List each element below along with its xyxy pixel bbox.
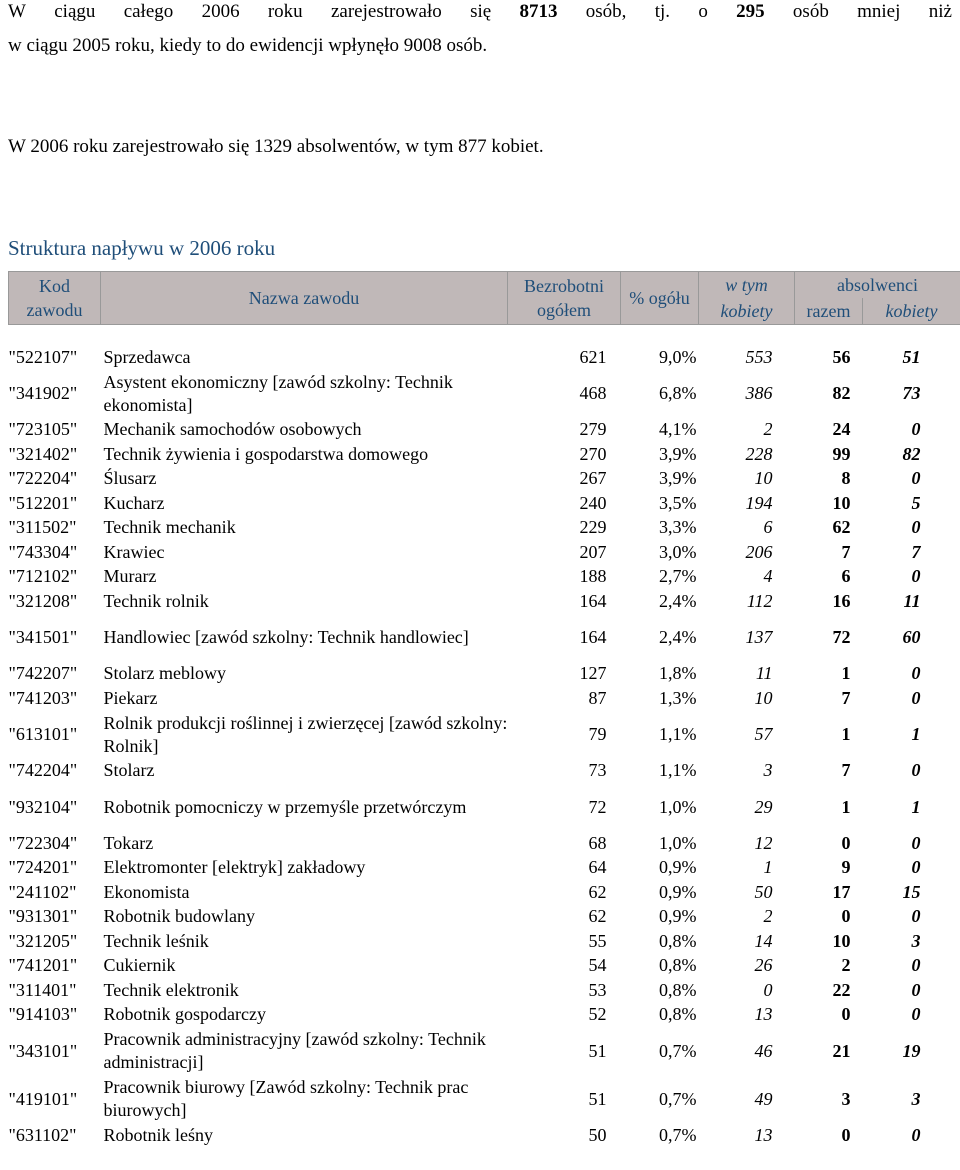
cell-kobiety: 13 — [754, 1124, 773, 1145]
header-kod: Kod zawodu — [9, 272, 101, 325]
cell-ogolem: 240 — [579, 492, 607, 513]
cell-kobiety: 13 — [754, 1004, 773, 1025]
cell-nazwa: Rolnik produkcji roślinnej i zwierzęcej [zawód szkolny: Rolnik] — [103, 712, 508, 756]
cell-kobiety: 0 — [763, 979, 773, 1000]
cell-ogolem: 229 — [579, 517, 607, 538]
cell-ogolem: 279 — [579, 419, 607, 440]
cell-kod: "311502" — [8, 517, 77, 538]
cell-abs-razem: 7 — [841, 541, 851, 562]
cell-ogolem: 62 — [588, 881, 607, 902]
cell-procent: 1,0% — [659, 796, 697, 817]
cell-procent: 0,8% — [659, 1004, 697, 1025]
cell-ogolem: 164 — [579, 590, 607, 611]
cell-abs-razem: 0 — [841, 906, 851, 927]
cell-procent: 2,4% — [659, 627, 697, 647]
cell-abs-kobiety: 0 — [911, 906, 921, 927]
intro-word: niż — [928, 1, 952, 22]
cell-kod: "723105" — [8, 419, 78, 440]
cell-abs-kobiety: 0 — [911, 687, 921, 708]
cell-abs-kobiety: 82 — [902, 443, 921, 464]
cell-abs-razem: 1 — [841, 724, 851, 744]
header-nazwa: Nazwa zawodu — [101, 272, 508, 325]
cell-kod: "343101" — [8, 1040, 78, 1061]
cell-kobiety: 6 — [763, 517, 773, 538]
table-row — [9, 905, 960, 930]
cell-nazwa: Robotnik budowlany — [103, 906, 255, 927]
cell-kobiety: 29 — [754, 796, 773, 817]
cell-procent: 0,9% — [659, 857, 697, 878]
cell-kobiety: 11 — [755, 663, 773, 684]
table-row — [9, 686, 960, 711]
cell-nazwa: Technik rolnik — [103, 590, 209, 611]
intro-line-1 — [8, 0, 952, 24]
cell-kobiety: 206 — [745, 541, 773, 562]
cell-procent: 3,3% — [659, 517, 697, 538]
cell-procent: 1,0% — [659, 832, 697, 853]
cell-procent: 1,1% — [659, 724, 697, 744]
cell-abs-razem: 56 — [832, 346, 851, 367]
table-row — [9, 589, 960, 614]
cell-kobiety: 3 — [763, 760, 773, 781]
intro-word: ciągu — [54, 1, 96, 22]
intro-line-2: w ciągu 2005 roku, kiedy to do ewidencji wpłynęło 9008 osób. — [8, 35, 488, 56]
cell-kobiety: 112 — [746, 590, 773, 611]
table-row — [9, 467, 960, 492]
intro-line-3: W 2006 roku zarejestrowało się 1329 absolwentów, w tym 877 kobiet. — [8, 136, 544, 157]
table-row — [9, 856, 960, 881]
cell-abs-razem: 3 — [841, 1088, 851, 1109]
cell-abs-kobiety: 1 — [911, 796, 921, 817]
table-row — [9, 1123, 960, 1148]
cell-abs-kobiety: 60 — [902, 627, 921, 647]
cell-kobiety: 46 — [754, 1040, 773, 1061]
table-row — [9, 1003, 960, 1028]
cell-kobiety: 12 — [754, 832, 773, 853]
cell-ogolem: 207 — [579, 541, 607, 562]
cell-procent: 0,7% — [659, 1040, 697, 1061]
cell-nazwa: Stolarz meblowy — [103, 663, 226, 684]
cell-kobiety: 2 — [763, 906, 773, 927]
cell-procent: 3,5% — [659, 492, 697, 513]
cell-procent: 0,7% — [659, 1088, 697, 1109]
cell-ogolem: 72 — [588, 796, 607, 817]
cell-kobiety: 228 — [745, 443, 773, 464]
cell-abs-razem: 24 — [832, 419, 851, 440]
cell-ogolem: 55 — [588, 930, 607, 951]
table-row — [9, 540, 960, 565]
cell-kobiety: 1 — [763, 857, 773, 878]
cell-ogolem: 64 — [588, 857, 607, 878]
cell-kod: "914103" — [8, 1004, 78, 1025]
cell-nazwa: Technik żywienia i gospodarstwa domowego — [103, 443, 429, 464]
cell-ogolem: 54 — [588, 955, 607, 976]
intro-word: mniej — [857, 1, 901, 22]
cell-nazwa: Cukiernik — [103, 955, 176, 976]
cell-procent: 2,7% — [659, 566, 697, 587]
cell-procent: 0,9% — [659, 906, 697, 927]
cell-ogolem: 267 — [579, 468, 607, 489]
cell-nazwa: Ekonomista — [103, 881, 190, 902]
cell-kobiety: 4 — [763, 566, 773, 587]
cell-kod: "321205" — [8, 930, 78, 951]
cell-kod: "741203" — [8, 687, 78, 708]
cell-kod: "321402" — [8, 443, 78, 464]
cell-abs-kobiety: 0 — [911, 468, 921, 489]
header-razem: razem — [795, 298, 863, 325]
cell-abs-kobiety: 0 — [911, 979, 921, 1000]
cell-abs-kobiety: 15 — [902, 881, 921, 902]
table-row — [9, 831, 960, 856]
intro-word: 2006 — [201, 1, 240, 22]
cell-kod: "722204" — [8, 468, 78, 489]
cell-abs-razem: 62 — [832, 517, 851, 538]
intro-word: o — [698, 1, 708, 22]
cell-kobiety: 2 — [763, 419, 773, 440]
intro-word: 295 — [736, 1, 765, 22]
table-row — [9, 516, 960, 541]
cell-nazwa: Technik mechanik — [103, 517, 236, 538]
cell-kod: "419101" — [8, 1088, 78, 1109]
cell-abs-kobiety: 7 — [911, 541, 921, 562]
cell-nazwa: Robotnik pomocniczy w przemyśle przetwórczym — [103, 796, 467, 817]
cell-kod: "724201" — [8, 857, 78, 878]
cell-abs-kobiety: 3 — [911, 1088, 921, 1109]
cell-abs-kobiety: 0 — [911, 760, 921, 781]
cell-abs-kobiety: 5 — [911, 492, 921, 513]
table-row — [9, 880, 960, 905]
cell-ogolem: 270 — [579, 443, 607, 464]
cell-abs-razem: 0 — [841, 1004, 851, 1025]
cell-kod: "741201" — [8, 955, 78, 976]
cell-kobiety: 137 — [745, 627, 773, 647]
table-row — [9, 954, 960, 979]
cell-ogolem: 68 — [588, 832, 607, 853]
cell-abs-razem: 6 — [841, 566, 851, 587]
cell-nazwa: Tokarz — [103, 832, 154, 853]
cell-procent: 6,8% — [659, 383, 697, 403]
cell-kod: "722304" — [8, 832, 78, 853]
cell-nazwa: Murarz — [103, 566, 157, 587]
cell-kod: "743304" — [8, 541, 78, 562]
cell-abs-razem: 72 — [832, 627, 851, 647]
cell-kod: "932104" — [8, 796, 78, 817]
cell-ogolem: 53 — [588, 979, 607, 1000]
cell-abs-kobiety: 0 — [911, 857, 921, 878]
cell-abs-razem: 7 — [841, 687, 851, 708]
cell-abs-razem: 9 — [841, 857, 851, 878]
intro-word: W — [8, 1, 26, 22]
cell-ogolem: 87 — [588, 687, 607, 708]
cell-ogolem: 468 — [579, 383, 607, 403]
table-body — [9, 345, 960, 1148]
cell-abs-kobiety: 3 — [911, 930, 921, 951]
cell-nazwa: Robotnik gospodarczy — [103, 1004, 266, 1025]
intro-word: zarejestrowało — [330, 1, 442, 22]
cell-abs-razem: 21 — [832, 1040, 851, 1061]
cell-abs-kobiety: 19 — [902, 1040, 921, 1061]
cell-ogolem: 164 — [579, 627, 607, 647]
table-row — [9, 783, 960, 831]
cell-nazwa: Krawiec — [103, 541, 165, 562]
cell-nazwa: Handlowiec [zawód szkolny: Technik handlowiec] — [103, 627, 469, 647]
cell-abs-kobiety: 51 — [902, 346, 921, 367]
cell-kobiety: 386 — [745, 383, 773, 403]
table-row — [9, 614, 960, 662]
cell-kobiety: 553 — [745, 346, 773, 367]
cell-ogolem: 188 — [579, 566, 607, 587]
cell-kobiety: 50 — [754, 881, 773, 902]
cell-ogolem: 62 — [588, 906, 607, 927]
cell-nazwa: Elektromonter [elektryk] zakładowy — [103, 857, 366, 878]
cell-nazwa: Asystent ekonomiczny [zawód szkolny: Technik ekonomista] — [103, 371, 453, 415]
cell-nazwa: Pracownik biurowy [Zawód szkolny: Technik prac biurowych] — [103, 1077, 469, 1120]
table-row — [9, 711, 960, 759]
cell-kobiety: 10 — [754, 468, 773, 489]
cell-procent: 3,9% — [659, 443, 697, 464]
table-row — [9, 565, 960, 590]
header-absolwenci: absolwenci — [795, 272, 960, 299]
cell-abs-razem: 8 — [841, 468, 851, 489]
cell-abs-razem: 2 — [841, 955, 851, 976]
inflow-structure-table — [8, 271, 960, 1148]
cell-ogolem: 621 — [579, 346, 607, 367]
cell-abs-kobiety: 11 — [903, 590, 921, 611]
cell-ogolem: 52 — [588, 1004, 607, 1025]
cell-ogolem: 51 — [588, 1040, 607, 1061]
cell-procent: 2,4% — [659, 590, 697, 611]
cell-abs-razem: 0 — [841, 1124, 851, 1145]
cell-abs-razem: 10 — [832, 492, 851, 513]
cell-abs-razem: 17 — [832, 881, 851, 902]
cell-nazwa: Pracownik administracyjny [zawód szkolny: Technik administracji] — [103, 1029, 486, 1072]
cell-abs-kobiety: 0 — [911, 419, 921, 440]
cell-abs-razem: 82 — [832, 383, 851, 403]
header-abs-kobiety: kobiety — [863, 298, 960, 325]
table-heading: Struktura napływu w 2006 roku — [8, 236, 276, 260]
cell-abs-razem: 99 — [832, 443, 851, 464]
cell-nazwa: Technik leśnik — [103, 930, 209, 951]
cell-kod: "931301" — [8, 906, 78, 927]
header-kobiety: kobiety — [699, 298, 795, 325]
header-procent: % ogółu — [621, 272, 699, 325]
cell-kod: "341902" — [8, 383, 78, 403]
cell-kobiety: 194 — [745, 492, 773, 513]
cell-nazwa: Stolarz — [103, 760, 155, 781]
cell-abs-razem: 16 — [832, 590, 851, 611]
cell-abs-kobiety: 0 — [911, 663, 921, 684]
table-row — [9, 418, 960, 443]
cell-kobiety: 14 — [754, 930, 773, 951]
table-row — [9, 759, 960, 784]
table-row — [9, 491, 960, 516]
cell-kod: "742207" — [8, 663, 78, 684]
cell-procent: 4,1% — [659, 419, 697, 440]
cell-kod: "311401" — [8, 979, 77, 1000]
intro-word: roku — [267, 1, 303, 22]
cell-kod: "522107" — [8, 346, 78, 367]
cell-kod: "241102" — [8, 881, 77, 902]
cell-kod: "341501" — [8, 627, 78, 647]
cell-abs-kobiety: 0 — [911, 566, 921, 587]
cell-kobiety: 57 — [754, 724, 773, 744]
cell-kod: "742204" — [8, 760, 78, 781]
cell-abs-razem: 1 — [841, 663, 851, 684]
cell-ogolem: 50 — [588, 1124, 607, 1145]
cell-ogolem: 127 — [579, 663, 607, 684]
cell-nazwa: Ślusarz — [103, 468, 157, 489]
cell-procent: 1,1% — [659, 760, 697, 781]
cell-procent: 0,8% — [659, 930, 697, 951]
cell-procent: 1,8% — [659, 663, 697, 684]
cell-kobiety: 49 — [754, 1088, 773, 1109]
cell-abs-kobiety: 0 — [911, 1124, 921, 1145]
intro-word: osób — [792, 1, 829, 22]
cell-nazwa: Mechanik samochodów osobowych — [103, 419, 362, 440]
cell-abs-kobiety: 0 — [911, 955, 921, 976]
cell-abs-kobiety: 0 — [911, 517, 921, 538]
cell-abs-razem: 0 — [841, 832, 851, 853]
cell-abs-razem: 1 — [841, 796, 851, 817]
intro-word: się — [470, 1, 492, 22]
cell-kod: "712102" — [8, 566, 78, 587]
cell-procent: 1,3% — [659, 687, 697, 708]
table-row — [9, 1075, 960, 1123]
cell-abs-kobiety: 1 — [911, 724, 921, 744]
table-row — [9, 978, 960, 1003]
cell-ogolem: 79 — [588, 724, 607, 744]
cell-procent: 0,8% — [659, 955, 697, 976]
cell-procent: 0,8% — [659, 979, 697, 1000]
cell-abs-kobiety: 0 — [911, 1004, 921, 1025]
cell-abs-razem: 22 — [832, 979, 851, 1000]
intro-word: tj. — [654, 1, 671, 22]
cell-procent: 3,9% — [659, 468, 697, 489]
cell-ogolem: 51 — [588, 1088, 607, 1109]
table-row — [9, 442, 960, 467]
cell-abs-kobiety: 0 — [911, 832, 921, 853]
intro-word: 8713 — [519, 1, 558, 22]
cell-procent: 9,0% — [659, 346, 697, 367]
table-row — [9, 1027, 960, 1075]
header-bezrobotni: Bezrobotni ogółem — [508, 272, 621, 325]
table-row — [9, 662, 960, 687]
table-row — [9, 345, 960, 370]
table-row — [9, 929, 960, 954]
cell-kobiety: 26 — [754, 955, 773, 976]
cell-ogolem: 73 — [588, 760, 607, 781]
cell-abs-razem: 10 — [832, 930, 851, 951]
cell-procent: 0,9% — [659, 881, 697, 902]
cell-abs-razem: 7 — [841, 760, 851, 781]
cell-nazwa: Technik elektronik — [103, 979, 239, 1000]
cell-kod: "613101" — [8, 724, 78, 744]
intro-word: całego — [123, 1, 174, 22]
cell-procent: 0,7% — [659, 1124, 697, 1145]
cell-abs-kobiety: 73 — [902, 383, 921, 403]
cell-kobiety: 10 — [754, 687, 773, 708]
table-header — [9, 272, 960, 325]
header-w-tym: w tym — [699, 272, 795, 299]
cell-procent: 3,0% — [659, 541, 697, 562]
cell-nazwa: Sprzedawca — [103, 346, 191, 367]
cell-nazwa: Robotnik leśny — [103, 1124, 214, 1145]
table-row — [9, 370, 960, 418]
cell-kod: "321208" — [8, 590, 78, 611]
cell-kod: "512201" — [8, 492, 78, 513]
cell-kod: "631102" — [8, 1124, 77, 1145]
cell-nazwa: Kucharz — [103, 492, 165, 513]
cell-nazwa: Piekarz — [103, 687, 158, 708]
intro-word: osób, — [585, 1, 627, 22]
